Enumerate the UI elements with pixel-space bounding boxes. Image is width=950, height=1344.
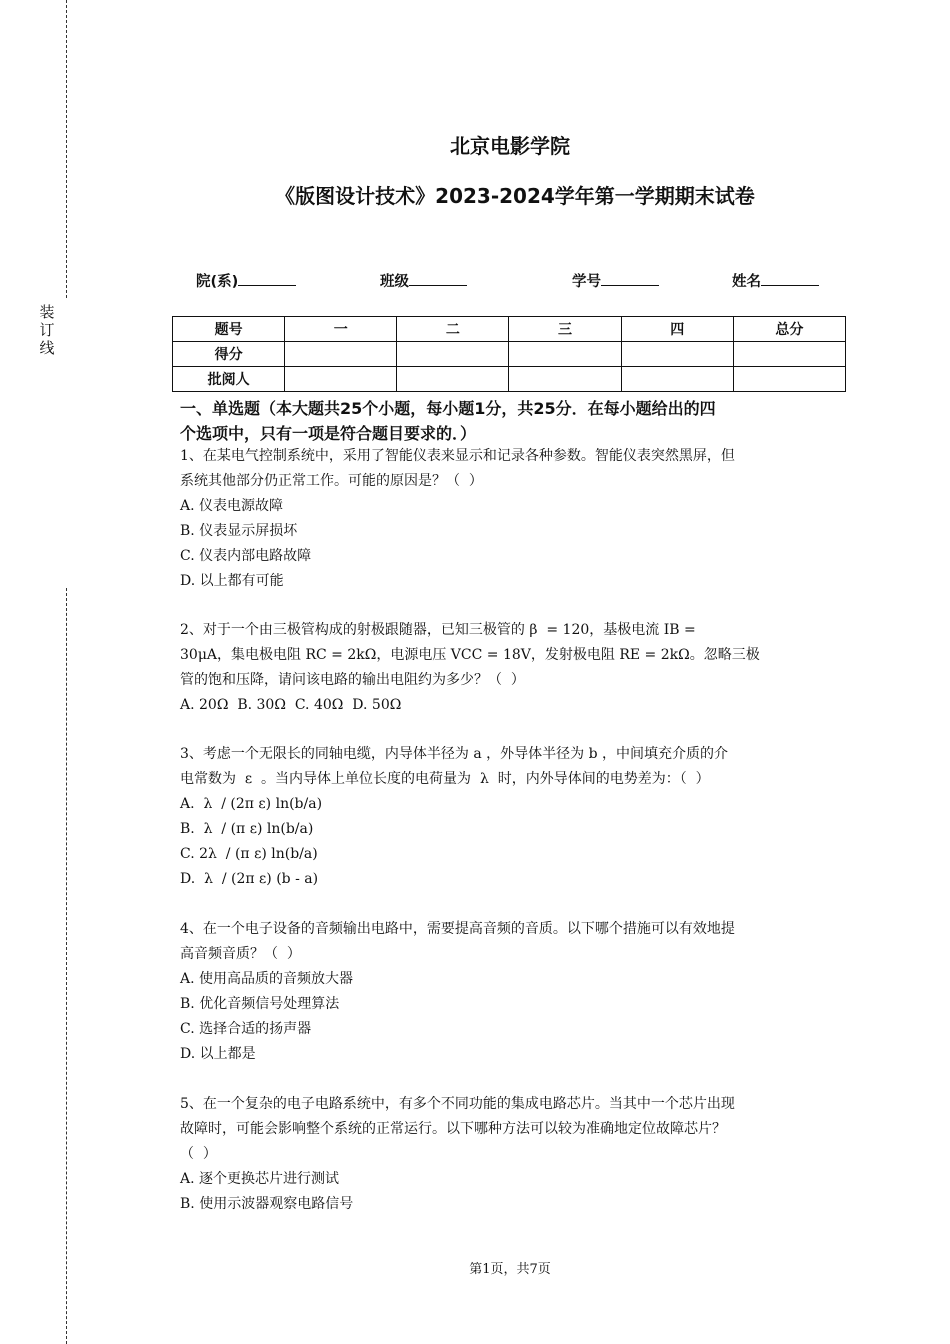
option: C. 2λ / (π ε) ln(b/a): [180, 846, 318, 862]
option: C. 选择合适的扬声器: [180, 1021, 312, 1037]
question-stem: 30μA，集电极电阻 RC = 2kΩ，电源电压 VCC = 18V，发射极电阻 RE = 2kΩ。忽略三极: [180, 647, 760, 663]
question-stem: （ ）: [180, 1146, 217, 1162]
exam-title: 《版图设计技术》2023-2024学年第一学期期末试卷: [275, 184, 755, 208]
class-field: [380, 270, 467, 291]
question-stem: 高音频音质？（ ）: [180, 946, 301, 962]
question-stem: 管的饱和压降，请问该电路的输出电阻约为多少？（ ）: [180, 672, 525, 688]
question-stem: 4、在一个电子设备的音频输出电路中，需要提高音频的音质。以下哪个措施可以有效地提: [180, 921, 735, 937]
question-stem: 电常数为 ε 。当内导体上单位长度的电荷量为 λ 时，内外导体间的电势差为：（ ）: [180, 771, 710, 787]
binding-char: 订: [39, 321, 55, 339]
page-footer: 第1页，共7页: [469, 1262, 551, 1277]
score-row: [173, 342, 846, 367]
name-blank[interactable]: [761, 271, 819, 286]
question-stem: 3、考虑一个无限长的同轴电缆，内导体半径为 a ，外导体半径为 b ，中间填充介质的介: [180, 746, 729, 762]
grader-cell[interactable]: [509, 367, 621, 392]
header-cell: 四: [621, 317, 733, 342]
option: D. λ / (2π ε) (b - a): [180, 871, 319, 887]
option: A. 逐个更换芯片进行测试: [180, 1171, 340, 1187]
grader-cell[interactable]: [621, 367, 733, 392]
score-cell[interactable]: [621, 342, 733, 367]
score-cell[interactable]: [733, 342, 845, 367]
row-label: 批阅人: [173, 367, 285, 392]
score-table-header-row: [173, 317, 846, 342]
name-label: 姓名: [732, 274, 761, 290]
option: B. 使用示波器观察电路信号: [180, 1196, 354, 1212]
header-cell: 总分: [733, 317, 845, 342]
student-id-field: [572, 270, 659, 291]
question-stem: 故障时，可能会影响整个系统的正常运行。以下哪种方法可以较为准确地定位故障芯片？: [180, 1121, 726, 1137]
section-heading-line: 个选项中，只有一项是符合题目要求的．）: [180, 424, 477, 443]
question-3: [180, 742, 840, 892]
student-id-label: 学号: [572, 274, 601, 290]
college-field: [196, 270, 296, 291]
question-stem: 1、在某电气控制系统中，采用了智能仪表来显示和记录各种参数。智能仪表突然黑屏，但: [180, 448, 735, 464]
option: A. 使用高品质的音频放大器: [180, 971, 354, 987]
grader-cell[interactable]: [397, 367, 509, 392]
score-cell[interactable]: [397, 342, 509, 367]
header-cell: 三: [509, 317, 621, 342]
grader-cell[interactable]: [285, 367, 397, 392]
header-cell: 二: [397, 317, 509, 342]
section-heading: [180, 396, 840, 446]
question-5: [180, 1092, 840, 1217]
row-label: 得分: [173, 342, 285, 367]
header-cell: 一: [285, 317, 397, 342]
question-stem: 2、对于一个由三极管构成的射极跟随器，已知三极管的 β = 120，基极电流 IB =: [180, 622, 696, 638]
question-stem: 系统其他部分仍正常工作。可能的原因是？（ ）: [180, 473, 483, 489]
binding-char: 装: [39, 303, 55, 321]
option: D. 以上都是: [180, 1046, 256, 1062]
question-2: [180, 618, 840, 718]
school-name: 北京电影学院: [450, 134, 570, 158]
score-cell[interactable]: [509, 342, 621, 367]
class-blank[interactable]: [409, 271, 467, 286]
option: B. 优化音频信号处理算法: [180, 996, 340, 1012]
question-1: [180, 444, 840, 594]
binding-char: 线: [39, 339, 55, 357]
question-stem: 5、在一个复杂的电子电路系统中，有多个不同功能的集成电路芯片。当其中一个芯片出现: [180, 1096, 735, 1112]
option: D. 以上都有可能: [180, 573, 284, 589]
college-label: 院(系): [196, 274, 239, 290]
section-heading-line: 一、单选题（本大题共25个小题，每小题1分，共25分．在每小题给出的四: [180, 399, 716, 418]
option: C. 仪表内部电路故障: [180, 548, 312, 564]
score-cell[interactable]: [285, 342, 397, 367]
name-field: [732, 270, 819, 291]
option: A. 20Ω B. 30Ω C. 40Ω D. 50Ω: [180, 697, 402, 713]
grader-row: [173, 367, 846, 392]
student-id-blank[interactable]: [601, 271, 659, 286]
question-4: [180, 917, 840, 1067]
class-label: 班级: [380, 274, 409, 290]
score-table: [172, 316, 846, 392]
binding-dashed-line-bottom: [66, 588, 67, 1344]
header-cell: 题号: [173, 317, 285, 342]
grader-cell[interactable]: [733, 367, 845, 392]
option: B. 仪表显示屏损坏: [180, 523, 298, 539]
college-blank[interactable]: [238, 271, 296, 286]
option: A. λ / (2π ε) ln(b/a): [180, 796, 323, 812]
option: B. λ / (π ε) ln(b/a): [180, 821, 314, 837]
option: A. 仪表电源故障: [180, 498, 284, 514]
binding-label: [38, 303, 56, 357]
